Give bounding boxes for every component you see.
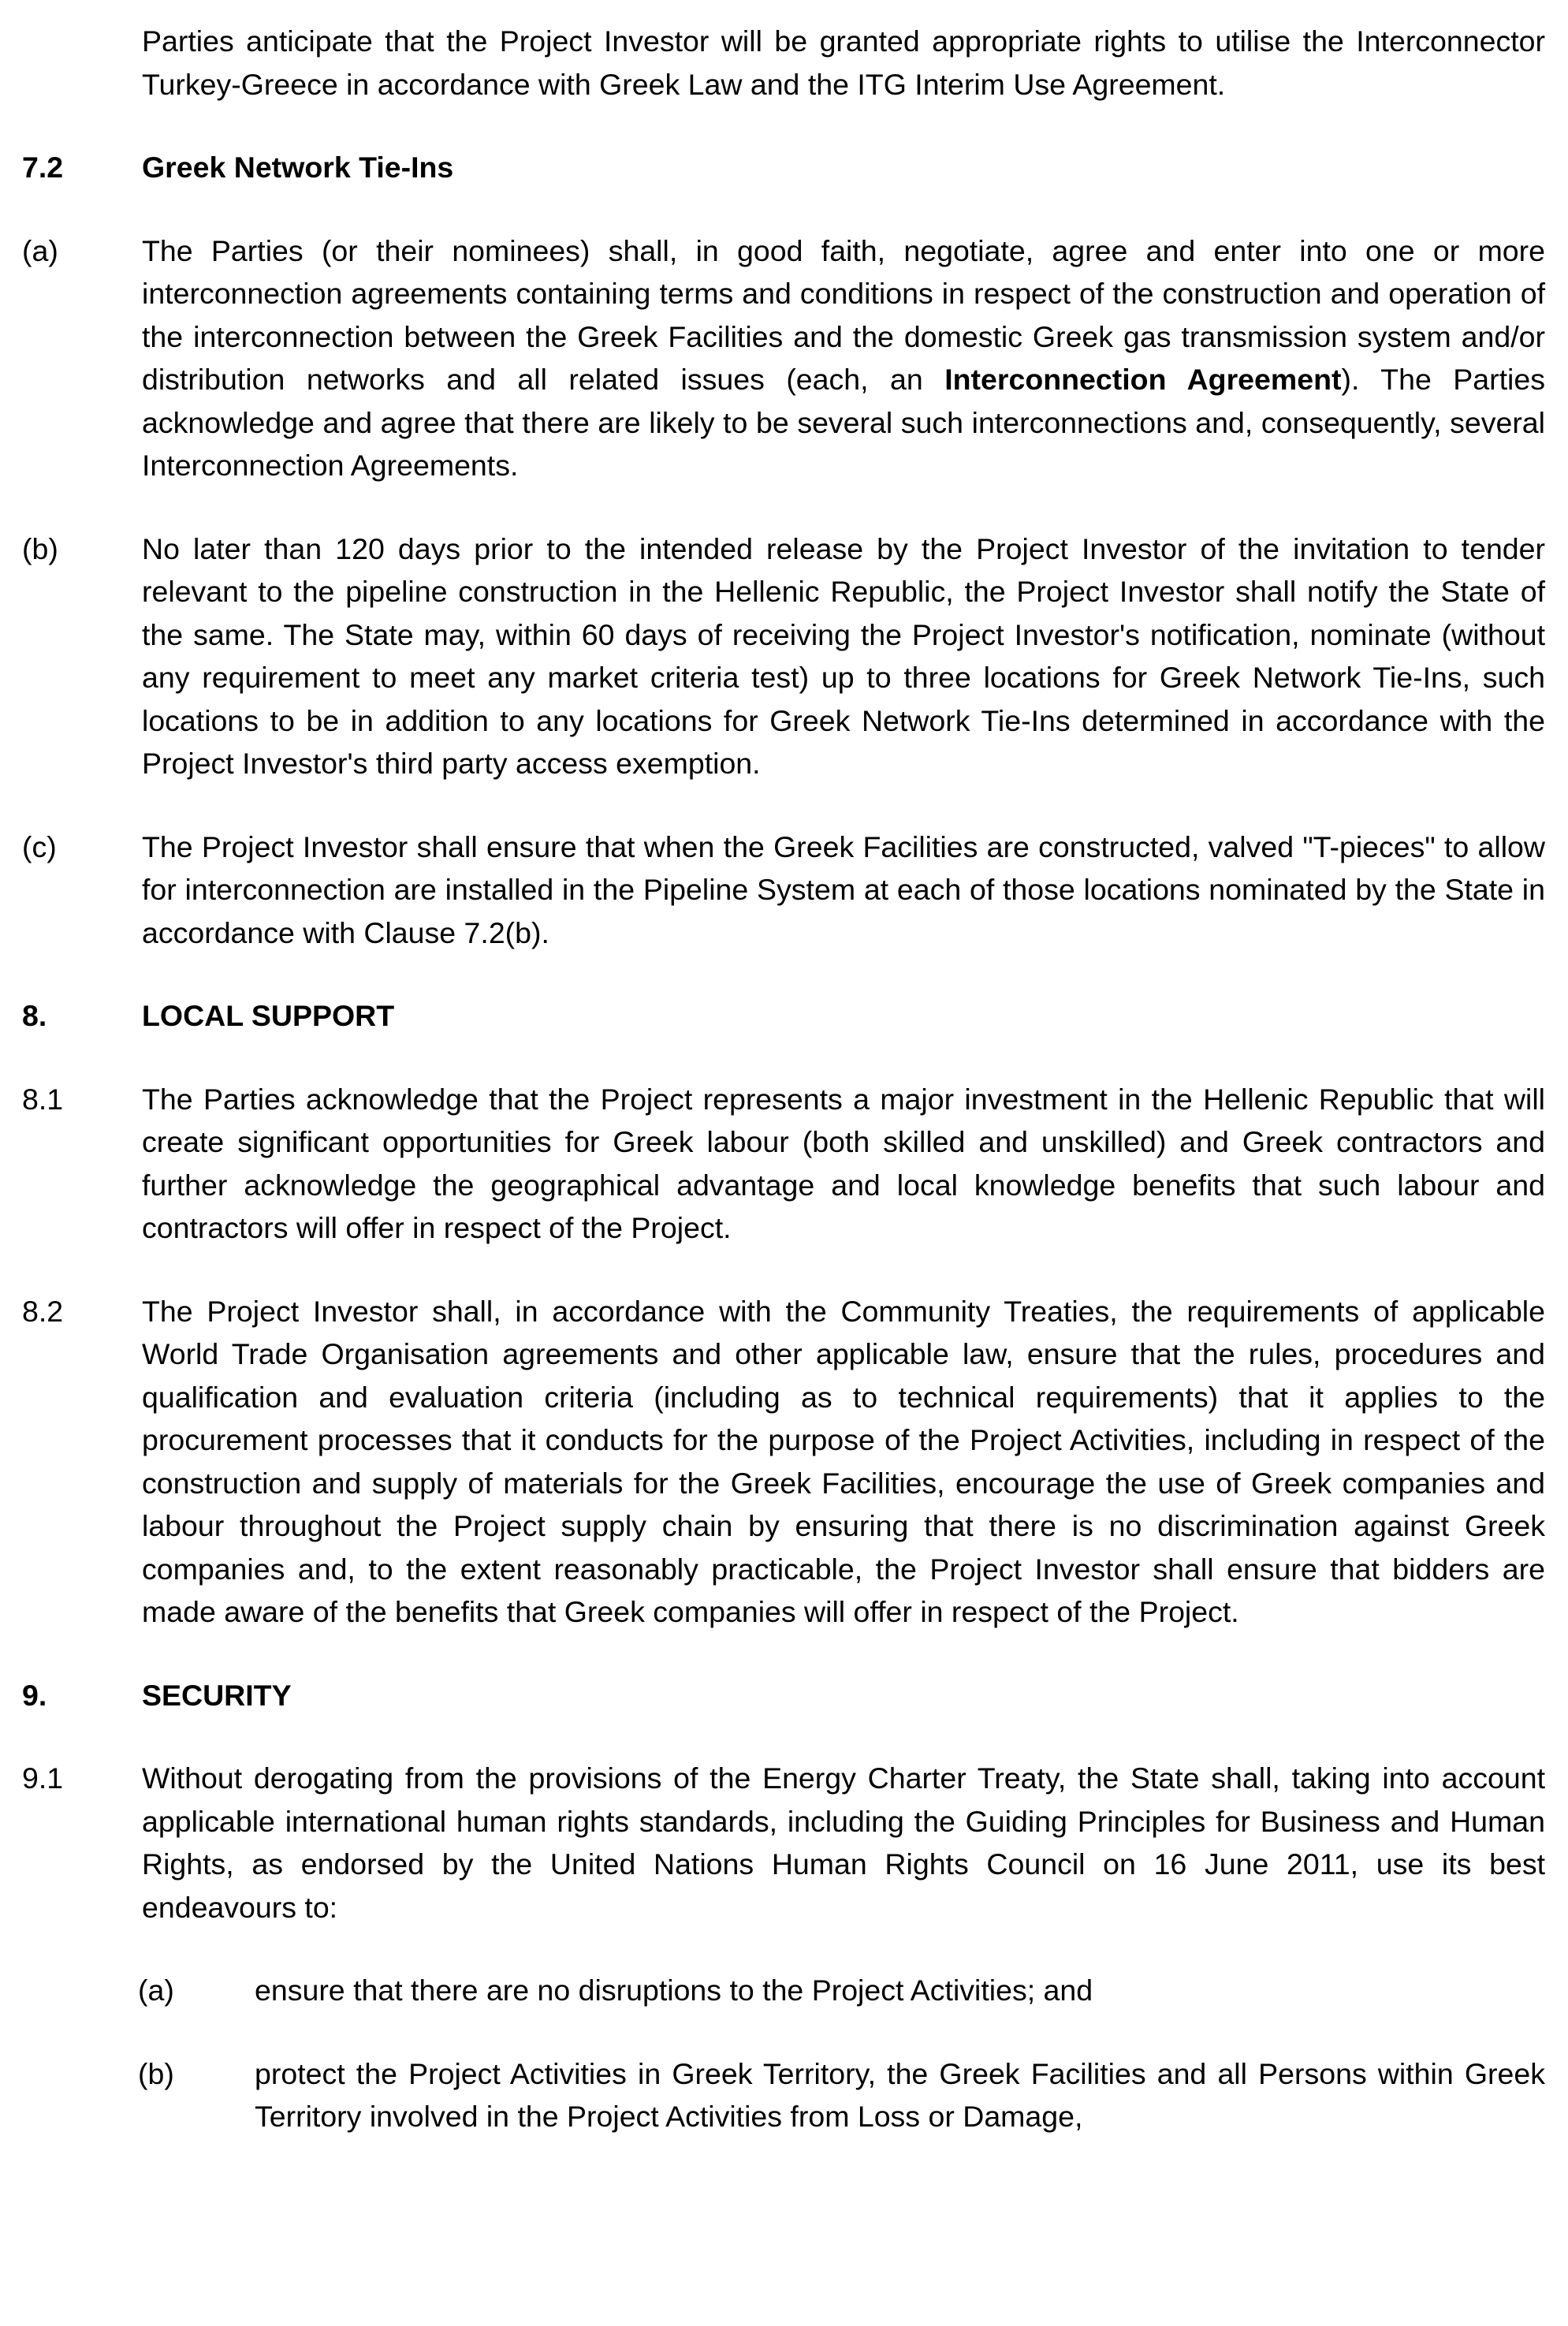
item-text-after: ). The Parties acknowledge and agree that there are likely to be several such interconnections and, consequently, several Interconnection Agreements. [142,363,1545,482]
item-text: The Project Investor shall ensure that when the Greek Facilities are constructed, valved "T-pieces" to allow for interconnection are installed in the Pipeline System at each of those locations nominated by the State in accordance with Clause 7.2(b). [142,829,1545,949]
clause-7-2-heading [22,146,1545,189]
intro-paragraph [22,20,1545,106]
clause-8-1 [22,1078,1545,1250]
item-text: protect the Project Activities in Greek Territory, the Greek Facilities and all Persons within Greek Territory involved in the Project Activities from Loss or Damage, [255,2056,1545,2133]
section-title: SECURITY [142,1678,292,1712]
intro-text: Parties anticipate that the Project Investor will be granted appropriate rights to utilise the Interconnector Turkey-Greece in accordance with Greek Law and the ITG Interim Use Agreement. [142,24,1545,101]
clause-9-1-a [138,1969,1545,2012]
item-label: (b) [138,2056,174,2090]
clause-title: Greek Network Tie-Ins [142,151,454,184]
item-text [142,229,1545,487]
clause-7-2-c [22,826,1545,955]
clause-body [138,1757,1545,2138]
clause-8-2 [22,1290,1545,1634]
defined-term: Interconnection Agreement [944,363,1342,396]
clause-text: The Project Investor shall, in accordance with the Community Treaties, the requirements of applicable World Trade Organisation agreements and other applicable law, ensure that the rules, procedures and qualification and evaluation criteria (including as to technical requirements) that it applies to the procurement processes that it conducts for the purpose of the Project Activities, including in respect of the construction and supply of materials for the Greek Facilities, encourage the use of Greek companies and labour throughout the Project supply chain by ensuring that there is no discrimination against Greek companies and, to the extent reasonably practicable, the Project Investor shall ensure that bidders are made aware of the benefits that Greek companies will offer in respect of the Project. [142,1294,1545,1628]
clause-number: 9.1 [22,1761,64,1795]
clause-9-1 [22,1757,1545,2138]
clause-text: The Parties acknowledge that the Project represents a major investment in the Hellenic Republic that will create significant opportunities for Greek labour (both skilled and unskilled) and Greek contractors and further acknowledge the geographical advantage and local knowledge benefits that such labour and contractors will offer in respect of the Project. [142,1082,1545,1244]
item-text: ensure that there are no disruptions to the Project Activities; and [255,1974,1093,2007]
item-label: (b) [22,531,58,565]
clause-number: 8.2 [22,1294,64,1328]
item-label: (a) [22,233,58,267]
item-text-before: The Parties (or their nominees) shall, in good faith, negotiate, agree and enter into one or more interconnection agreements containing terms and conditions in respect of the construction and operation of the interconnection between the Greek Facilities and the domestic Greek gas transmission system and/or distribution networks and all related issues (each, an [142,233,1545,396]
item-label: (a) [138,1974,174,2007]
item-label: (c) [22,829,57,863]
section-9-heading [22,1674,1545,1717]
section-title: LOCAL SUPPORT [142,999,395,1032]
clause-text: Without derogating from the provisions of the Energy Charter Treaty, the State shall, taking into account applicable international human rights standards, including the Guiding Principles for Business and Human Rights, as endorsed by the United Nations Human Rights Council on 16 June 2011, use its best endeavours to: [142,1761,1545,1924]
section-number: 9. [22,1678,47,1712]
item-text: No later than 120 days prior to the intended release by the Project Investor of the invitation to tender relevant to the pipeline construction in the Hellenic Republic, the Project Investor shall notify the State of the same. The State may, within 60 days of receiving the Project Investor's notification, nominate (without any requirement to meet any market criteria test) up to three locations for Greek Network Tie-Ins, such locations to be in addition to any locations for Greek Network Tie-Ins determined in accordance with the Project Investor's third party access exemption. [142,531,1545,780]
clause-number: 8.1 [22,1082,64,1116]
clause-7-2-b [22,527,1545,785]
section-number: 8. [22,999,47,1032]
clause-9-1-b [138,2052,1545,2138]
clause-number: 7.2 [22,151,64,184]
section-8-heading [22,994,1545,1038]
clause-7-2-a [22,229,1545,487]
